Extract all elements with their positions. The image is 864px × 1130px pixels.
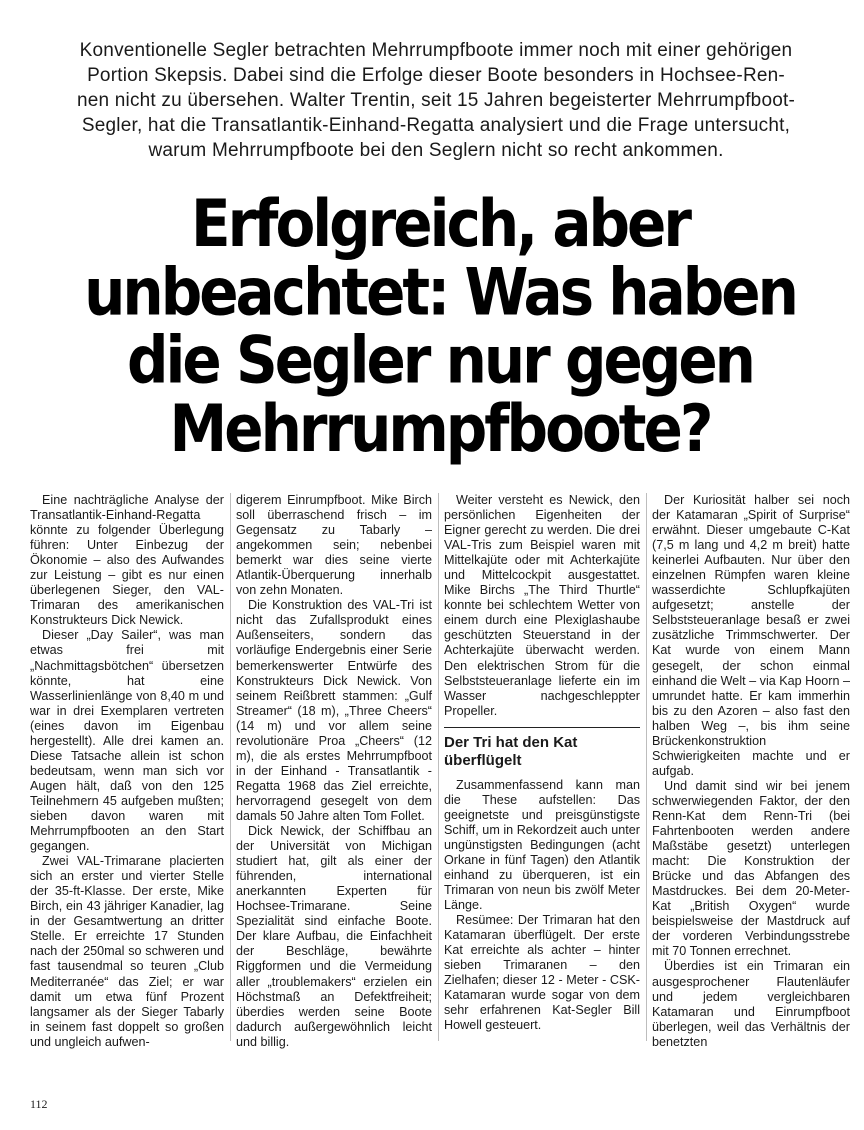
paragraph: Eine nachträgliche Analyse der Transatlantik-Einhand-Regatta könnte zu folgender Überlegung führen: Unter Einbezug der Ökonomie – also des Aufwandes zur Leistung – gibt es nur einen überlegenen Sieger, den VAL-Trimaran des amerikanischen Konstrukteurs Dick Newick.	[30, 493, 224, 628]
page-number: 112	[30, 1097, 48, 1111]
intro-line: Konventionelle Segler betrachten Mehrrumpfboote immer noch mit einer gehörigen	[79, 40, 793, 61]
text-column-1	[30, 493, 224, 1049]
paragraph: Und damit sind wir bei jenem schwerwiegenden Faktor, der den Renn-Kat dem Renn-Tri (bei Fahrtenbooten werden andere Maßstäbe gesetzt) unterlegen macht: Die Konstruktion der Brücke und das Abfangen des Mastdruckes. Bei dem 20-Meter-Kat „British Oxygen“ wurde beispielsweise der Mastdruck auf der vorderen Verbindungsstrebe mit 70 Tonnen errechnet.	[652, 778, 850, 959]
paragraph: Zusammenfassend kann man die These aufstellen: Das geeignetste und preisgünstigste Schiff, um in Rekordzeit auch unter ungünstigsten Bedingungen (acht Orkane in fünf Tagen) den Atlantik einhand zu überqueren, ist ein Trimaran von neun bis zwölf Meter Länge.	[444, 777, 640, 913]
headline-line: die Segler nur gegen	[127, 322, 753, 399]
intro-paragraph	[20, 38, 852, 163]
headline-line: Erfolgreich, aber	[190, 185, 690, 262]
paragraph: Weiter versteht es Newick, den persönlichen Eigenheiten der Eigner gerecht zu werden. Die drei VAL-Tris zum Beispiel waren mit Mittelkajüte oder mit Achterkajüte und Mittelcockpit ausgestattet. Mike Birchs „The Third Thurtle“ konnte bei schlechtem Wetter von einem durch eine Plexiglashaube geschützten Steuerstand in der Achterkajüte überwacht werden. Den elektrischen Strom für die Selbststeueranlage lieferte ein im Wasser nachgeschleppter Propeller.	[444, 493, 640, 718]
article-headline	[60, 185, 820, 467]
intro-line: warum Mehrrumpfboote bei den Seglern nicht so recht ankommen.	[148, 140, 724, 161]
paragraph: Dieser „Day Sailer“, was man etwas frei mit „Nachmittagsbötchen“ übersetzen könnte, hat eine Wasserlinienlänge von 8,40 m und war in drei Exemplaren vertreten (eines davon im Eigenbau hergestellt). Alle drei kamen an. Diese Tatsache allein ist schon bedeutsam, wenn man sich vor Augen hält, daß von den 125 Teilnehmern 45 aufgeben mußten; sieben davon waren mit Mehrrumpfbooten an den Start gegangen.	[30, 628, 224, 854]
paragraph: Der Kuriosität halber sei noch der Katamaran „Spirit of Surprise“ erwähnt. Dieser umgebaute C-Kat (7,5 m lang und 4,2 m breit) hatte keinerlei Aufbauten. Nur über den einzelnen Rümpfen waren kleine wasserdichte Schlupfkajüten aufgesetzt; anstelle der Selbststeueranlage besaß er zwei zusätzliche Trimmschwerter. Der Kat wurde von einem Mann gesegelt, der schon einmal einhand die Welt – via Kap Hoorn – umrundet hatte. Er kam immerhin bis zu den Azoren – also fast den halben Weg –, bis ihm seine Brückenkonstruktion Schwierigkeiten machte und er aufgab.	[652, 493, 850, 778]
column-divider	[646, 493, 647, 1041]
paragraph: Dick Newick, der Schiffbau an der Universität von Michigan studiert hat, gilt als einer der führenden, international anerkannten Experten für Hochsee-Trimarane. Seine Spezialität sind einfache Boote. Der klare Aufbau, die Einfachheit der Beschläge, bewährte Riggformen und die Vermeidung aller „troublemakers“ erzielen ein Höchstmaß an Defektfreiheit; überdies werden seine Boote dadurch außergewöhnlich leicht und billig.	[236, 824, 432, 1049]
column-divider	[230, 493, 231, 1041]
paragraph: Die Konstruktion des VAL-Tri ist nicht das Zufallsprodukt eines Außenseiters, sondern das vorläufige Endergebnis einer Serie bemerkenswerter Entwürfe des Konstrukteurs Dick Newick. Von seinem Reißbrett stammen: „Gulf Streamer“ (18 m), „Three Cheers“ (14 m) und vor allem seine revolutionäre Proa „Cheers“ (12 m), die als erstes Mehrrumpfboot in der Einhand - Transatlantik - Regatta 1968 das Ziel erreichte, hervorragend gesegelt von dem damals 50 Jahre alten Tom Follet.	[236, 598, 432, 823]
text-column-4	[652, 493, 850, 1049]
intro-line: Portion Skepsis. Dabei sind die Erfolge dieser Boote besonders in Hochsee-Ren-	[87, 65, 785, 86]
headline-line: unbeachtet: Was haben	[84, 253, 796, 330]
text-column-3	[444, 493, 640, 1041]
paragraph: Zwei VAL-Trimarane placierten sich an erster und vierter Stelle der 35-ft-Klasse. Der erste, Mike Birch, ein 43 jähriger Kanadier, lag in der Gesamtwertung an dritter Stelle. Er erreichte 17 Stunden nach der 250mal so schweren und fast tausendmal so teuren „Club Mediterranée“ das Ziel; er war damit um etwa fünf Prozent langsamer als der Sieger Tabarly in seinem fast doppelt so großen und ungleich aufwen-	[30, 854, 224, 1049]
intro-line: Segler, hat die Transatlantik-Einhand-Regatta analysiert und die Frage untersucht,	[81, 115, 791, 136]
column-divider	[438, 493, 439, 1041]
intro-line: nen nicht zu übersehen. Walter Trentin, seit 15 Jahren begeisterter Mehrrumpfboot-	[76, 90, 795, 111]
headline-line: Mehrrumpfboote?	[169, 390, 711, 467]
paragraph: Resümee: Der Trimaran hat den Katamaran überflügelt. Der erste Kat erreichte als achter – hinter sieben Trimaranen – den Zielhafen; dieser 12 - Meter - CSK-Katamaran wurde sogar von dem sehr erfahrenen Kat-Segler Bill Howell gesteuert.	[444, 913, 640, 1033]
text-column-2	[236, 493, 432, 1049]
subheading: Der Tri hat den Kat überflügelt	[444, 733, 578, 769]
subhead-rule	[444, 727, 640, 728]
paragraph: Überdies ist ein Trimaran ein ausgesprochener Flautenläufer und jedem vergleichbaren Katamaran und Einrumpfboot überlegen, weil das Verhältnis der benetzten	[652, 959, 850, 1049]
paragraph: digerem Einrumpfboot. Mike Birch soll überraschend frisch – im Gegensatz zu Tabarly – angekommen sein; nebenbei bemerkt war dies seine vierte Atlantik-Überquerung innerhalb von zehn Monaten.	[236, 493, 432, 598]
